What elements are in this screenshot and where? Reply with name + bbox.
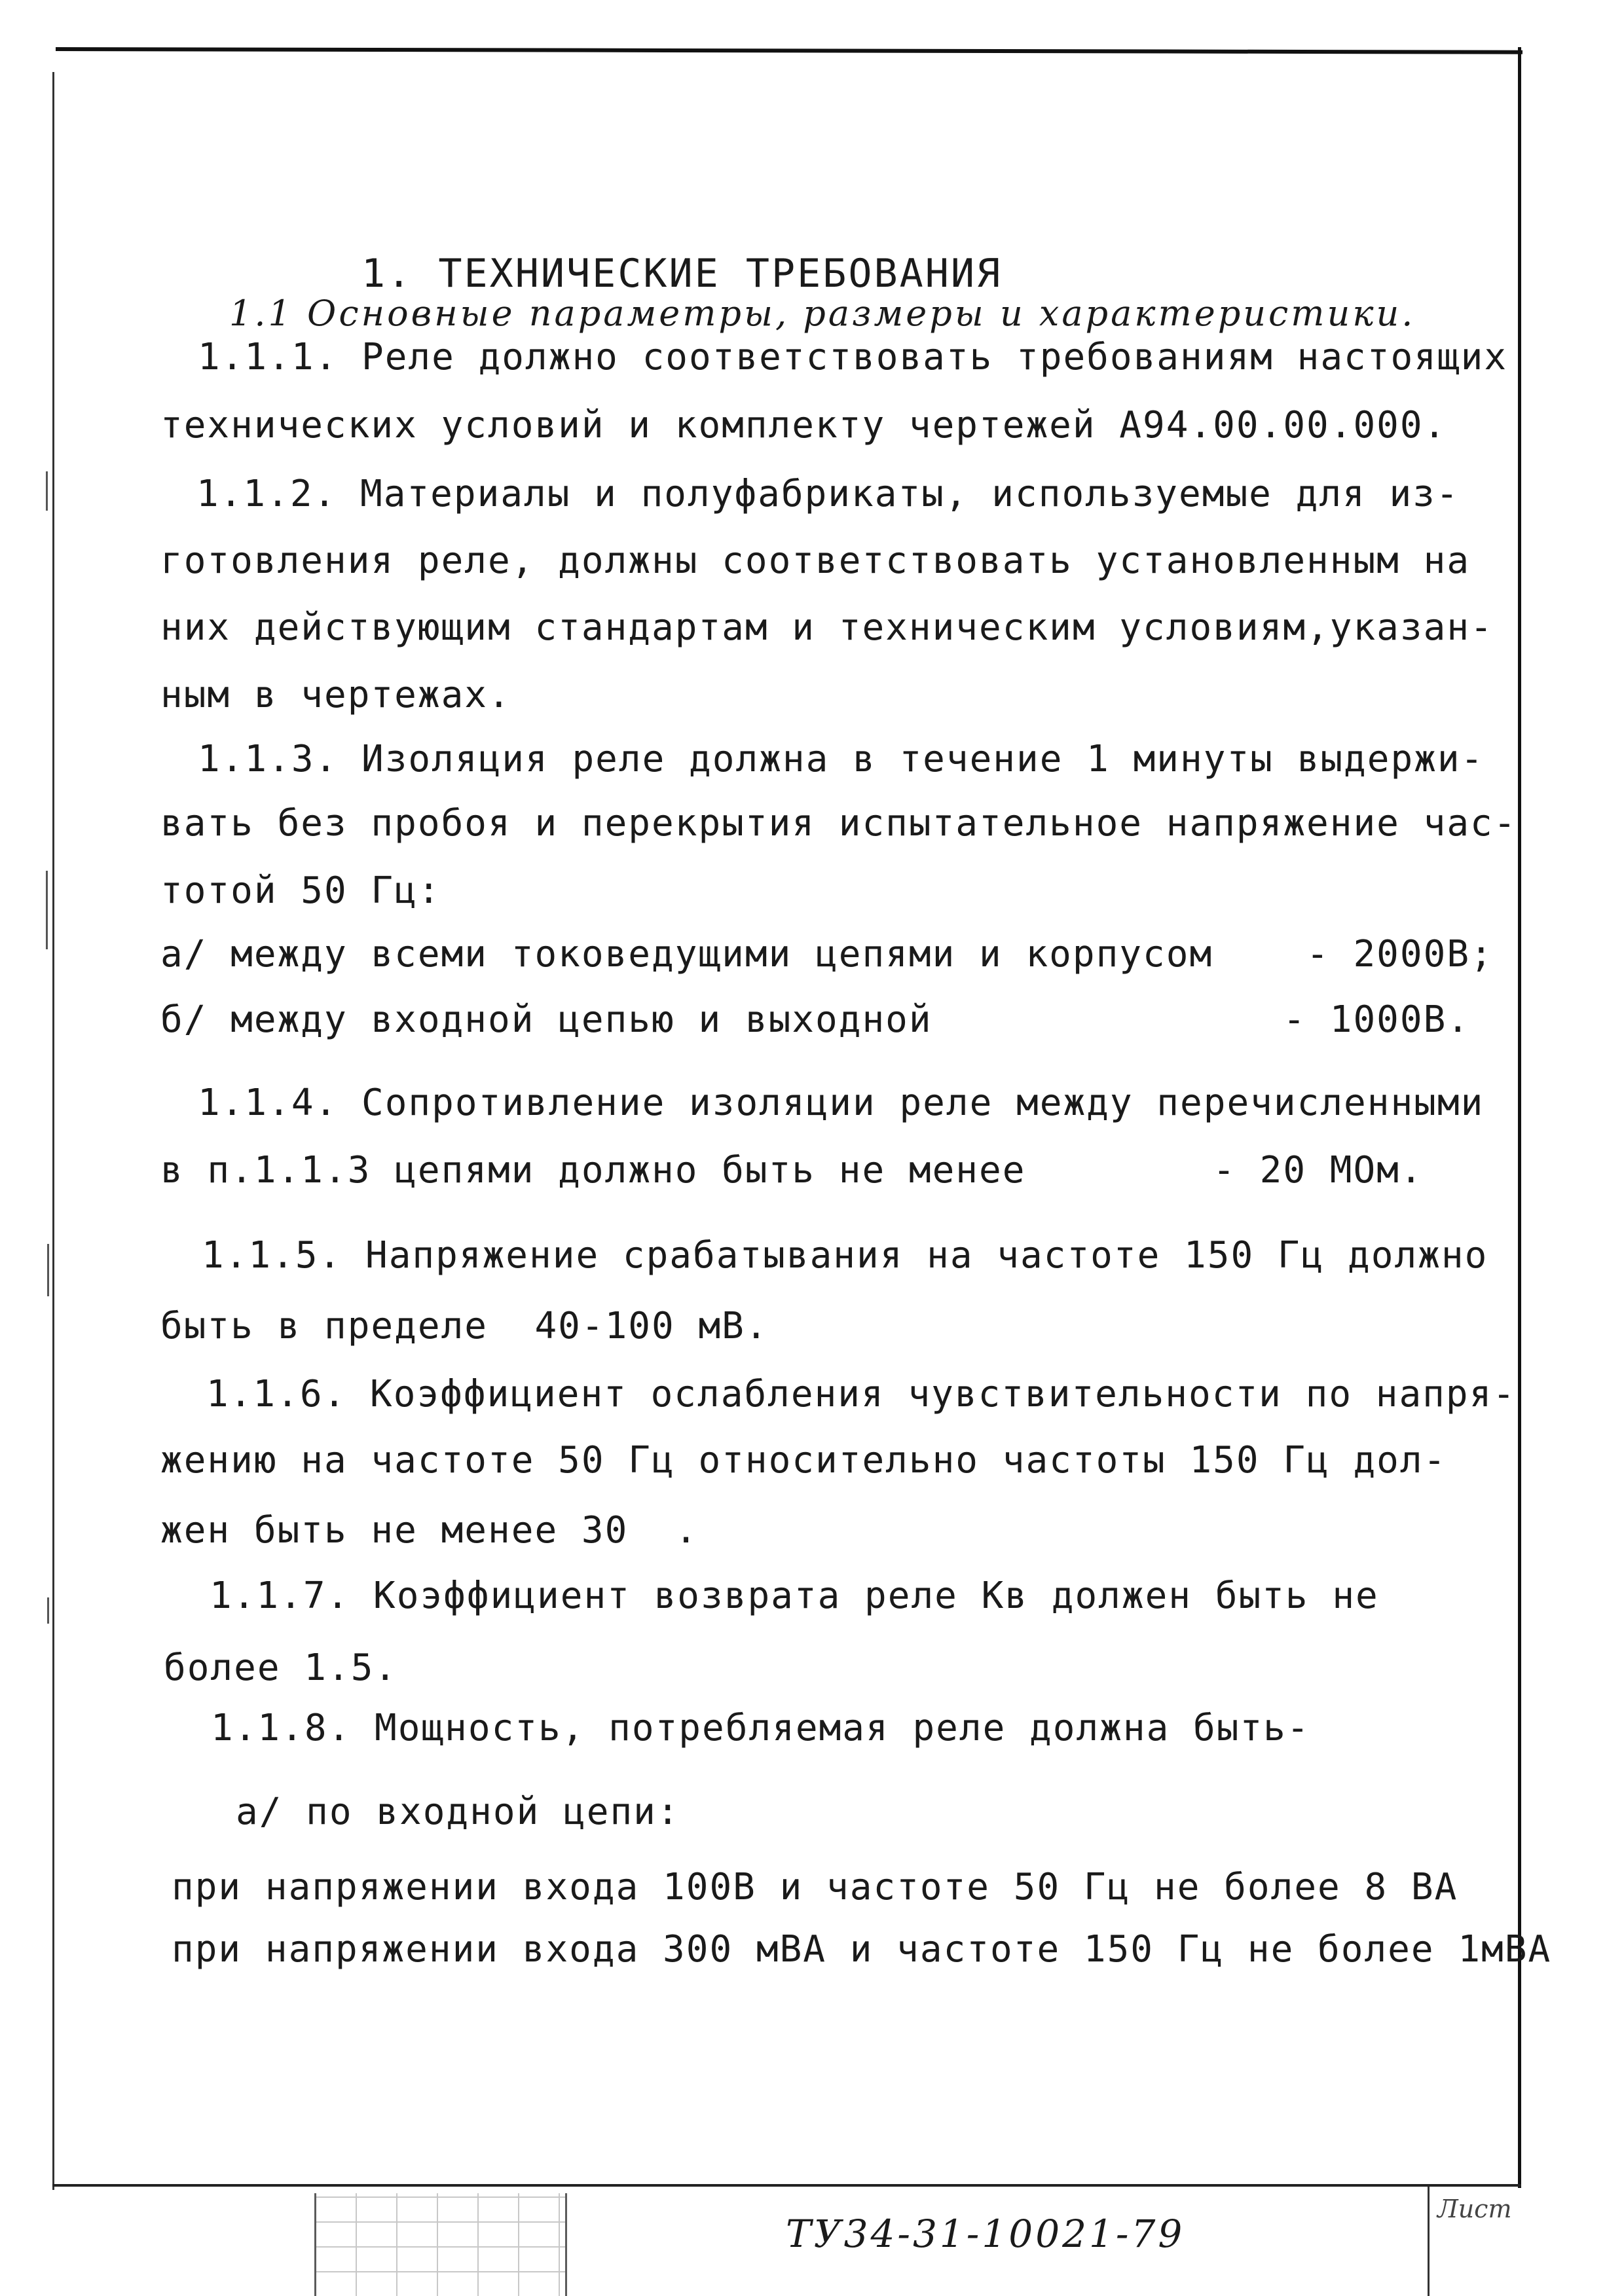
document-code: ТУ34-31-10021-79 (786, 2212, 1185, 2256)
text-line: ным в чертежах. (160, 674, 511, 716)
text-line: 1.1.6. Коэффициент ослабления чувствительности по напря- (206, 1373, 1517, 1415)
text-line: более 1.5. (164, 1647, 398, 1689)
text-line: 1.1.2. Материалы и полуфабрикаты, используемые для из- (196, 473, 1460, 515)
text-line: б/ между входной цепью и выходной - 1000В. (160, 998, 1471, 1041)
margin-mark (46, 471, 48, 511)
margin-mark (47, 1597, 49, 1624)
text-line: при напряжении входа 300 мВА и частоте 150 Гц не более 1мВА (172, 1928, 1552, 1971)
text-line: жен быть не менее 30 . (160, 1509, 699, 1552)
text-line: 1.1.4. Сопротивление изоляции реле между перечисленными (198, 1082, 1485, 1124)
title-block-stamp (314, 2193, 567, 2296)
frame-top-border (56, 47, 1522, 54)
frame-right-border (1518, 47, 1521, 2188)
text-line: тотой 50 Гц: (160, 869, 441, 912)
margin-mark (47, 1244, 49, 1296)
text-line: в п.1.1.3 цепями должно быть не менее - 20 МОм. (160, 1149, 1424, 1192)
frame-bottom-border (52, 2184, 1521, 2187)
section-title: 1. ТЕХНИЧЕСКИЕ ТРЕБОВАНИЯ (361, 251, 1003, 297)
text-line: 1.1.3. Изоляция реле должна в течение 1 минуты выдержи- (198, 738, 1485, 780)
text-line: 1.1.1. Реле должно соответствовать требованиям настоящих (198, 336, 1508, 378)
text-line: а/ по входной цепи: (236, 1791, 680, 1833)
text-line: жению на частоте 50 Гц относительно частоты 150 Гц дол- (160, 1439, 1447, 1482)
text-line: них действующим стандартам и техническим условиям,указан- (160, 606, 1494, 649)
text-line: быть в пределе 40-100 мВ. (160, 1305, 769, 1347)
subsection-title: 1.1 Основные параметры, размеры и характеристики. (229, 293, 1416, 334)
sheet-label: Лист (1437, 2195, 1512, 2223)
text-line: 1.1.5. Напряжение срабатывания на частоте 150 Гц должно (202, 1234, 1488, 1277)
text-line: при напряжении входа 100В и частоте 50 Гц не более 8 ВА (172, 1866, 1458, 1908)
text-line: готовления реле, должны соответствовать установленным на (160, 539, 1471, 582)
text-line: а/ между всеми токоведущими цепями и корпусом - 2000В; (160, 933, 1494, 975)
text-line: вать без пробоя и перекрытия испытательное напряжение час- (160, 802, 1517, 845)
text-line: 1.1.7. Коэффициент возврата реле Кв должен быть не (210, 1575, 1379, 1617)
text-line: технических условий и комплекту чертежей А94.00.00.000. (160, 404, 1447, 446)
frame-left-border (52, 72, 54, 2190)
text-line: 1.1.8. Мощность, потребляемая реле должна быть- (211, 1707, 1310, 1749)
margin-mark (46, 871, 48, 949)
